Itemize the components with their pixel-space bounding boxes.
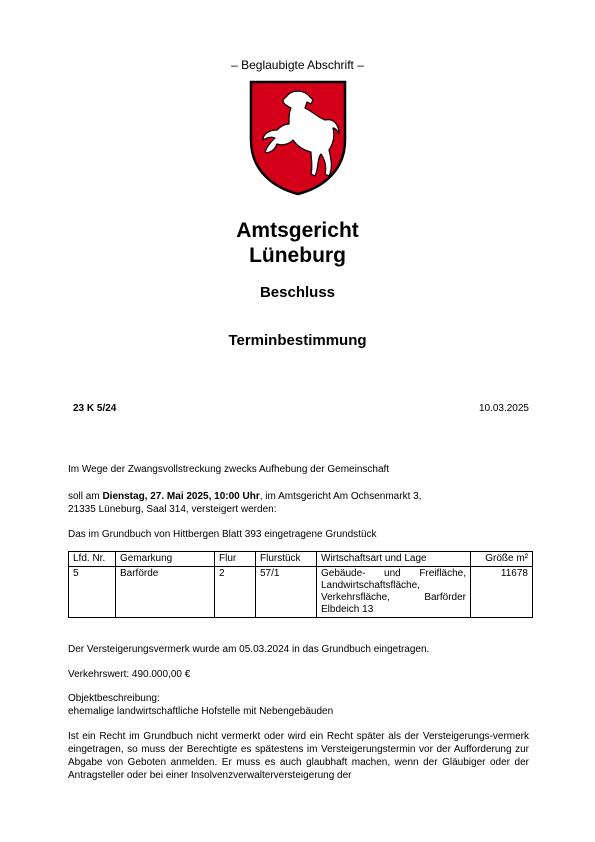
cell-lfd-nr: 5 bbox=[69, 567, 116, 618]
cell-flurstueck: 57/1 bbox=[256, 567, 317, 618]
table-row bbox=[69, 567, 533, 618]
table-header-row bbox=[69, 552, 533, 567]
registration-note: Der Versteigerungsvermerk wurde am 05.03.2024 in das Grundbuch eingetragen. bbox=[68, 644, 430, 655]
object-description-label: Objektbeschreibung: bbox=[68, 693, 160, 704]
auction-date: Dienstag, 27. Mai 2025, 10:00 Uhr bbox=[102, 491, 260, 502]
col-header-gemarkung: Gemarkung bbox=[116, 552, 215, 567]
col-header-groesse: Größe m² bbox=[471, 552, 533, 567]
auction-date-paragraph bbox=[68, 490, 528, 516]
document-type: Beschluss bbox=[259, 284, 336, 301]
file-number: 23 K 5/24 bbox=[73, 403, 117, 414]
document-date: 10.03.2025 bbox=[478, 403, 529, 414]
court-name-line1: Amtsgericht bbox=[236, 219, 359, 242]
rights-paragraph: Ist ein Recht im Grundbuch nicht vermerkt oder wird ein Recht später als der Versteigerungs-vermerk eingetragen, so muss der Berechtigte es spätestens im Versteigerungstermin vor der Aufforderung zur Abgabe von Geboten anmelden. Er muss es auch glaubhaft machen, wenn der Gläubiger oder der Antragsteller oder bei einer Insolvenzverwalterversteigerung der bbox=[68, 731, 529, 781]
col-header-flurstueck: Flurstück bbox=[256, 552, 317, 567]
col-header-lfd-nr: Lfd. Nr. bbox=[69, 552, 116, 567]
auction-prefix: soll am bbox=[68, 491, 103, 502]
coat-of-arms-horse-icon bbox=[249, 80, 347, 196]
cell-gemarkung: Barförde bbox=[116, 567, 215, 618]
auction-location: 21335 Lüneburg, Saal 314, versteigert werden: bbox=[68, 504, 277, 515]
market-value: Verkehrswert: 490.000,00 € bbox=[68, 669, 191, 680]
col-header-wirtschaftsart: Wirtschaftsart und Lage bbox=[317, 552, 471, 567]
intro-text: Im Wege der Zwangsvollstreckung zwecks Aufhebung der Gemeinschaft bbox=[68, 464, 390, 475]
cell-wirtschaftsart: Gebäude- und Freifläche, Landwirtschaftsfläche, Verkehrsfläche, Barförder Elbdeich 13 bbox=[317, 567, 471, 618]
property-intro: Das im Grundbuch von Hittbergen Blatt 393 eingetragene Grundstück bbox=[68, 529, 377, 540]
court-name-line2: Lüneburg bbox=[249, 244, 346, 267]
property-table bbox=[68, 551, 533, 618]
cell-flur: 2 bbox=[215, 567, 256, 618]
object-description: ehemalige landwirtschaftliche Hofstelle mit Nebengebäuden bbox=[68, 706, 334, 717]
col-header-flur: Flur bbox=[215, 552, 256, 567]
auction-suffix: , im Amtsgericht Am Ochsenmarkt 3, bbox=[259, 491, 422, 502]
cell-groesse: 11678 bbox=[471, 567, 533, 618]
certified-copy-label: – Beglaubigte Abschrift – bbox=[231, 58, 364, 72]
document-subtype: Terminbestimmung bbox=[228, 332, 367, 349]
